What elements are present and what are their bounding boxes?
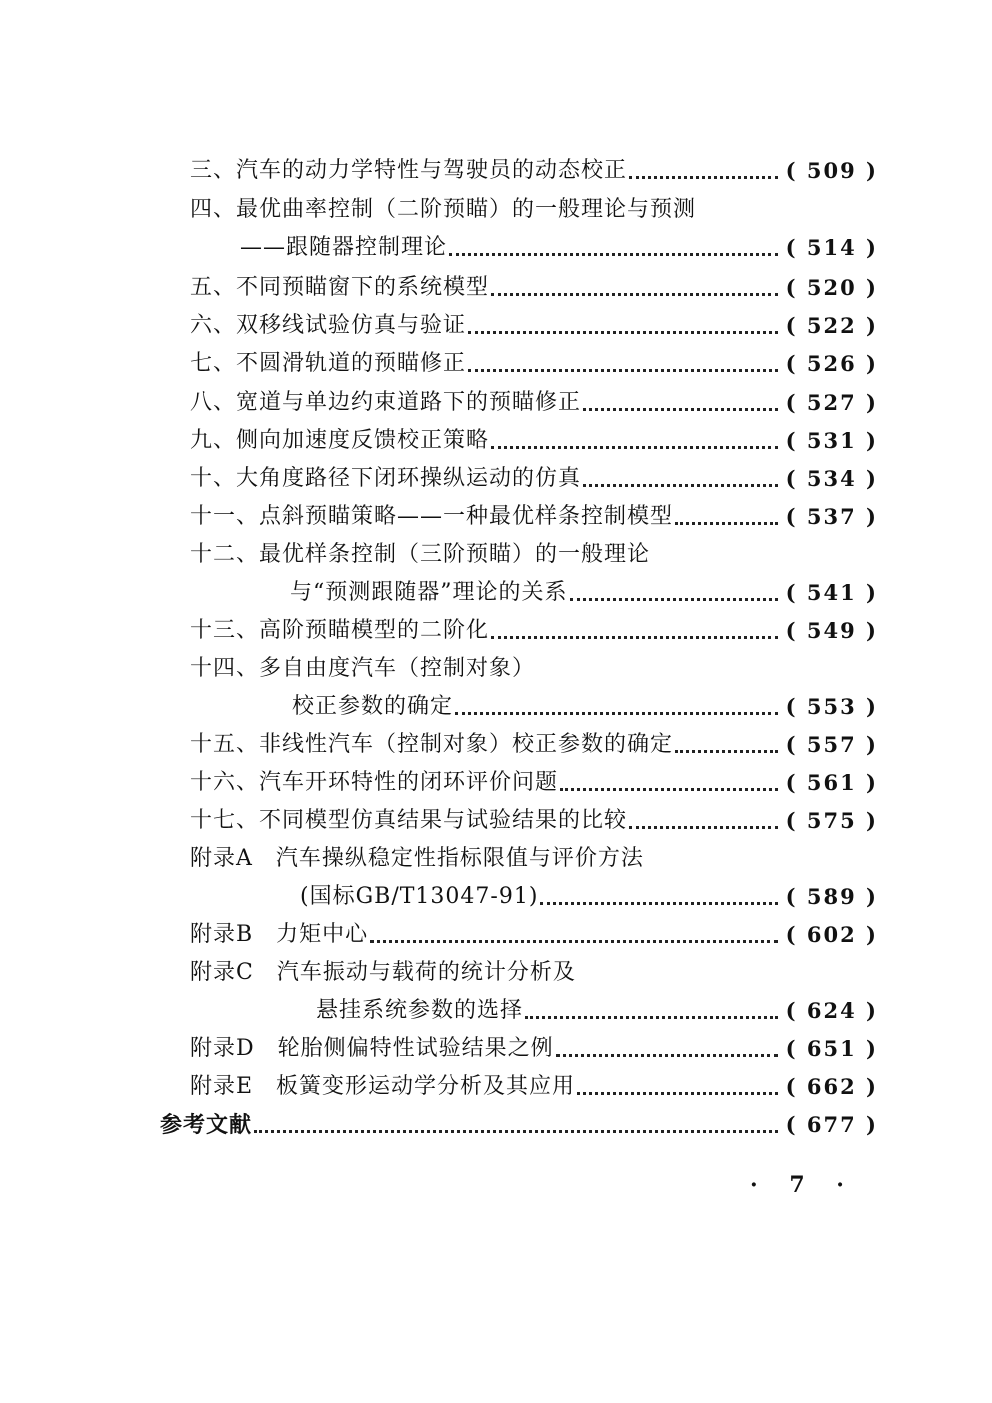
dot-leader: [455, 704, 778, 715]
toc-entry-title: 五、不同预瞄窗下的系统模型: [190, 275, 490, 300]
dot-leader: [491, 285, 778, 296]
toc-entry: [190, 500, 878, 534]
toc-entry: [316, 994, 878, 1028]
toc-entry-title: 九、侧向加速度反馈校正策略: [190, 428, 490, 453]
toc-entry-title: 十二、最优样条控制（三阶预瞄）的一般理论: [190, 542, 651, 567]
dot-leader: [675, 742, 778, 753]
toc-entry: [190, 652, 878, 686]
toc-entry-title: 附录B 力矩中心: [190, 922, 369, 947]
dot-leader: [370, 932, 777, 943]
toc-page-number: ( 662 ): [785, 1074, 878, 1099]
toc-entry: [190, 462, 878, 496]
toc-page-number: ( 526 ): [785, 351, 878, 376]
toc-entry-title: 四、最优曲率控制（二阶预瞄）的一般理论与预测: [190, 197, 697, 222]
toc-entry-title: 十五、非线性汽车（控制对象）校正参数的确定: [190, 732, 674, 757]
toc-entry: [190, 1070, 878, 1104]
toc-entry-title: 十三、高阶预瞄模型的二阶化: [190, 618, 490, 643]
dot-leader: [449, 245, 778, 256]
toc-entry: [190, 1032, 878, 1066]
toc-entry-title: 十一、点斜预瞄策略——一种最优样条控制模型: [190, 504, 674, 529]
toc-entry-title: 附录A 汽车操纵稳定性指标限值与评价方法: [190, 846, 644, 871]
dot-leader: [675, 514, 778, 525]
toc-entry-title: 七、不圆滑轨道的预瞄修正: [190, 351, 467, 376]
toc-entry-title: 三、汽车的动力学特性与驾驶员的动态校正: [190, 158, 628, 183]
dot-leader: [577, 1084, 778, 1095]
toc-entry-title: 附录D 轮胎侧偏特性试验结果之例: [190, 1036, 554, 1061]
dot-leader: [254, 1122, 778, 1133]
dot-leader: [468, 361, 778, 372]
toc-entry: [190, 193, 878, 227]
dot-leader: [583, 400, 778, 411]
dot-leader: [570, 590, 778, 601]
toc-entry: [190, 842, 878, 876]
dot-leader: [525, 1008, 778, 1019]
toc-page-number: ( 522 ): [785, 313, 878, 338]
toc-entry: [190, 271, 878, 305]
dot-leader: [491, 628, 778, 639]
toc-entry: [190, 347, 878, 381]
toc-entry: [190, 614, 878, 648]
toc-entry-title: 附录C 汽车振动与载荷的统计分析及: [190, 960, 576, 985]
toc-entry: [190, 918, 878, 952]
toc-page-number: ( 651 ): [785, 1036, 878, 1061]
toc-entry: [190, 154, 878, 188]
toc-entry-title: 校正参数的确定: [292, 694, 454, 719]
toc-entry: [300, 880, 878, 914]
dot-leader: [629, 168, 778, 179]
toc-page-number: ( 624 ): [785, 998, 878, 1023]
toc-entry-title: 参考文献: [160, 1112, 253, 1138]
toc-entry: [190, 386, 878, 420]
toc-page-number: ( 549 ): [785, 618, 878, 643]
toc-page-number: ( 534 ): [785, 466, 878, 491]
toc-entry-title: 与“预测跟随器”理论的关系: [290, 580, 568, 605]
toc-entry-title: 十六、汽车开环特性的闭环评价问题: [190, 770, 559, 795]
toc-page-number: ( 589 ): [785, 884, 878, 909]
toc-entry: [190, 804, 878, 838]
toc-entry: [190, 728, 878, 762]
toc-entry-title: 六、双移线试验仿真与验证: [190, 313, 467, 338]
toc-page-number: ( 557 ): [785, 732, 878, 757]
toc-entry-title: 十七、不同模型仿真结果与试验结果的比较: [190, 808, 628, 833]
page-folio: · 7 ·: [750, 1172, 856, 1198]
toc-page-number: ( 531 ): [785, 428, 878, 453]
toc-entry-title: 十、大角度路径下闭环操纵运动的仿真: [190, 466, 582, 491]
toc-page-number: ( 541 ): [785, 580, 878, 605]
toc-entry-title: 十四、多自由度汽车（控制对象）: [190, 656, 536, 681]
dot-leader: [468, 323, 778, 334]
dot-leader: [560, 780, 778, 791]
toc-entry: [190, 538, 878, 572]
toc-entry: [290, 576, 878, 610]
toc-entry: [190, 766, 878, 800]
toc-page-number: ( 509 ): [785, 158, 878, 183]
toc-page-number: ( 602 ): [785, 922, 878, 947]
toc-entry-title: 八、宽道与单边约束道路下的预瞄修正: [190, 390, 582, 415]
toc-entry: [190, 424, 878, 458]
dot-leader: [556, 1046, 778, 1057]
toc-page-number: ( 514 ): [785, 235, 878, 260]
toc-entry: [240, 231, 878, 265]
toc-entry-references: [160, 1108, 878, 1142]
toc-entry: [190, 956, 878, 990]
toc-page-number: ( 575 ): [785, 808, 878, 833]
toc-page-number: ( 553 ): [785, 694, 878, 719]
toc-entry-title: 附录E 板簧变形运动学分析及其应用: [190, 1074, 576, 1099]
dot-leader: [629, 818, 778, 829]
toc-page-number: ( 677 ): [785, 1112, 878, 1137]
dot-leader: [491, 438, 778, 449]
toc-entry-title: (国标GB/T13047-91): [300, 884, 539, 909]
toc-entry: [190, 309, 878, 343]
toc-page-number: ( 537 ): [785, 504, 878, 529]
toc-entry: [292, 690, 878, 724]
toc-page-number: ( 561 ): [785, 770, 878, 795]
toc-page-number: ( 527 ): [785, 390, 878, 415]
toc-entry-title: ——跟随器控制理论: [240, 235, 448, 260]
dot-leader: [583, 476, 778, 487]
toc-entry-title: 悬挂系统参数的选择: [316, 998, 524, 1023]
dot-leader: [540, 894, 777, 905]
toc-page-number: ( 520 ): [785, 275, 878, 300]
